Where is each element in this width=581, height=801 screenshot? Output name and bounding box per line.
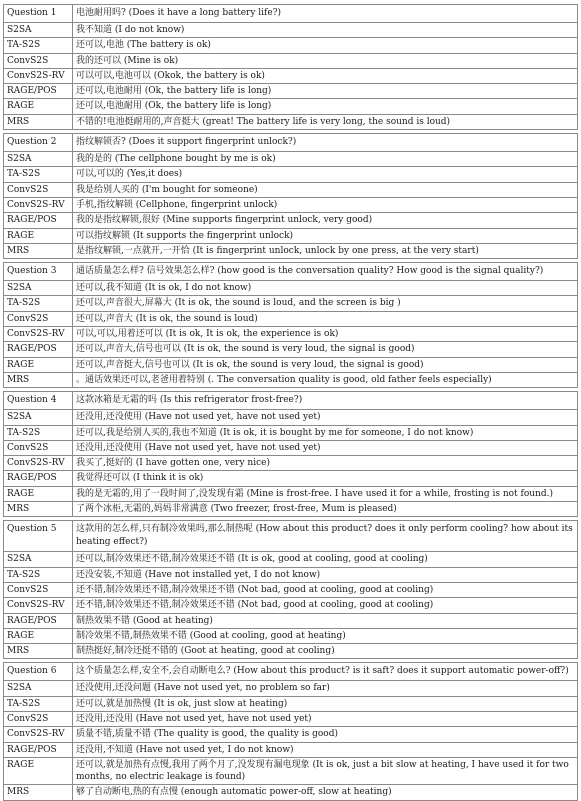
model-name: ConvS2S-RV — [4, 456, 73, 471]
response-row — [4, 357, 578, 372]
response-row — [4, 38, 578, 53]
response-row — [4, 502, 578, 517]
model-response: 还没安装,不知道 (Have not installed yet, I do not know) — [73, 567, 578, 582]
response-row — [4, 243, 578, 258]
model-name: RAGE/POS — [4, 84, 73, 99]
model-name: ConvS2S — [4, 711, 73, 726]
model-response: 。通话效果还可以,老爸用着特别 (. The conversation quality is good, old father feels especially) — [73, 372, 578, 387]
model-response: 还不错,制冷效果还不错,制冷效果还不错 (Not bad, good at cooling, good at cooling) — [73, 598, 578, 613]
response-row — [4, 68, 578, 83]
question-row — [4, 521, 578, 552]
question-row — [4, 392, 578, 410]
response-row — [4, 182, 578, 197]
question-label: Question 4 — [4, 392, 73, 410]
model-response: 我的是无霜的,用了一段时间了,没发现有霜 (Mine is frost-free. I have used it for a while, frosting is not found.) — [73, 486, 578, 501]
model-response: 可以,可以的 (Yes,it does) — [73, 167, 578, 182]
response-row — [4, 114, 578, 129]
model-response: 我的是指纹解锁,很好 (Mine supports fingerprint unlock, very good) — [73, 213, 578, 228]
model-name: ConvS2S — [4, 311, 73, 326]
model-response: 我是给别人买的 (I'm bought for someone) — [73, 182, 578, 197]
model-name: S2SA — [4, 23, 73, 38]
model-response: 还可以,就是加热慢 (It is ok, just slow at heating) — [73, 696, 578, 711]
model-name: TA-S2S — [4, 296, 73, 311]
model-name: RAGE/POS — [4, 471, 73, 486]
model-response: 制热效果不错 (Good at heating) — [73, 613, 578, 628]
response-row — [4, 582, 578, 597]
question-text: 指纹解锁否? (Does it support fingerprint unlock?) — [73, 134, 578, 152]
model-name: RAGE — [4, 228, 73, 243]
model-response: 还不错,制冷效果还不错,制冷效果还不错 (Not bad, good at cooling, good at cooling) — [73, 582, 578, 597]
model-name: TA-S2S — [4, 38, 73, 53]
model-name: MRS — [4, 785, 73, 800]
question-text: 通话质量怎么样? 信号效果怎么样? (how good is the conversation quality? How good is the signal quality?) — [73, 263, 578, 281]
model-response: 还可以,声音很大,屏幕大 (It is ok, the sound is loud, and the screen is big ) — [73, 296, 578, 311]
response-row — [4, 456, 578, 471]
model-response: 是指纹解锁,一点就开,一开恰 (It is fingerprint unlock, unlock by one press, at the very start) — [73, 243, 578, 258]
response-row — [4, 228, 578, 243]
response-row — [4, 152, 578, 167]
model-name: TA-S2S — [4, 567, 73, 582]
response-row — [4, 281, 578, 296]
response-row — [4, 296, 578, 311]
response-row — [4, 167, 578, 182]
response-row — [4, 567, 578, 582]
question-label: Question 1 — [4, 5, 73, 23]
response-row — [4, 727, 578, 742]
model-name: RAGE/POS — [4, 742, 73, 757]
model-name: ConvS2S — [4, 182, 73, 197]
response-row — [4, 613, 578, 628]
response-row — [4, 410, 578, 425]
question-text: 这款用的怎么样,只有制冷效果吗,那么制热呢 (How about this product? does it only perform cooling? how about its heating effect?) — [73, 521, 578, 552]
model-name: RAGE/POS — [4, 342, 73, 357]
model-name: RAGE — [4, 757, 73, 785]
model-response: 还没用,还没用 (Have not used yet, have not used yet) — [73, 711, 578, 726]
model-response: 还可以,我不知道 (It is ok, I do not know) — [73, 281, 578, 296]
model-name: TA-S2S — [4, 696, 73, 711]
model-name: S2SA — [4, 281, 73, 296]
model-name: RAGE — [4, 357, 73, 372]
response-row — [4, 785, 578, 800]
model-name: RAGE — [4, 99, 73, 114]
response-row — [4, 213, 578, 228]
response-row — [4, 197, 578, 212]
model-response: 还可以,就是加热有点慢,我用了两个月了,没发现有漏电现象 (It is ok, just a bit slow at heating, I have used it for two months, no electric leakage is found) — [73, 757, 578, 785]
model-name: TA-S2S — [4, 425, 73, 440]
response-row — [4, 99, 578, 114]
model-response: 还没用,不知道 (Have not used yet, I do not know) — [73, 742, 578, 757]
response-row — [4, 84, 578, 99]
model-name: ConvS2S-RV — [4, 68, 73, 83]
question-row — [4, 134, 578, 152]
response-row — [4, 552, 578, 567]
model-name: MRS — [4, 114, 73, 129]
model-response: 制热挺好,制冷还挺不错的 (Goot at heating, good at cooling) — [73, 644, 578, 659]
model-name: ConvS2S-RV — [4, 327, 73, 342]
model-name: ConvS2S-RV — [4, 727, 73, 742]
model-name: S2SA — [4, 681, 73, 696]
response-row — [4, 425, 578, 440]
model-name: RAGE — [4, 486, 73, 501]
question-label: Question 5 — [4, 521, 73, 552]
response-row — [4, 372, 578, 387]
response-row — [4, 598, 578, 613]
response-row — [4, 342, 578, 357]
model-response: 我觉得还可以 (I think it is ok) — [73, 471, 578, 486]
question-row — [4, 663, 578, 681]
model-response: 我的还可以 (Mine is ok) — [73, 53, 578, 68]
response-row — [4, 23, 578, 38]
model-name: S2SA — [4, 152, 73, 167]
question-row — [4, 5, 578, 23]
model-name: S2SA — [4, 410, 73, 425]
response-row — [4, 711, 578, 726]
model-response: 还可以,电池 (The battery is ok) — [73, 38, 578, 53]
response-row — [4, 681, 578, 696]
model-name: ConvS2S-RV — [4, 598, 73, 613]
model-response: 我的是的 (The cellphone bought by me is ok) — [73, 152, 578, 167]
model-response: 还可以,我是给别人买的,我也不知道 (It is ok, it is bought by me for someone, I do not know) — [73, 425, 578, 440]
question-row — [4, 263, 578, 281]
model-name: MRS — [4, 644, 73, 659]
model-response: 我买了,挺好的 (I have gotten one, very nice) — [73, 456, 578, 471]
response-row — [4, 53, 578, 68]
model-response: 还没用,还没使用 (Have not used yet, have not used yet) — [73, 440, 578, 455]
model-name: TA-S2S — [4, 167, 73, 182]
question-text: 电池耐用吗? (Does it have a long battery life?) — [73, 5, 578, 23]
question-text: 这款冰箱是无霜的吗 (Is this refrigerator frost-free?) — [73, 392, 578, 410]
response-row — [4, 327, 578, 342]
model-name: ConvS2S — [4, 53, 73, 68]
response-row — [4, 757, 578, 785]
question-label: Question 6 — [4, 663, 73, 681]
model-name: RAGE/POS — [4, 213, 73, 228]
response-row — [4, 486, 578, 501]
model-response: 还没用,还没使用 (Have not used yet, have not used yet) — [73, 410, 578, 425]
response-row — [4, 628, 578, 643]
model-name: RAGE — [4, 628, 73, 643]
model-response: 还可以,声音大,信号也可以 (It is ok, the sound is very loud, the signal is good) — [73, 342, 578, 357]
response-row — [4, 311, 578, 326]
model-response: 质量不错,质量不错 (The quality is good, the quality is good) — [73, 727, 578, 742]
response-row — [4, 742, 578, 757]
model-response: 还可以,声音挺大,信号也可以 (It is ok, the sound is very loud, the signal is good) — [73, 357, 578, 372]
model-name: RAGE/POS — [4, 613, 73, 628]
model-response: 还可以,电池耐用 (Ok, the battery life is long) — [73, 99, 578, 114]
model-response: 手机,指纹解锁 (Cellphone, fingerprint unlock) — [73, 197, 578, 212]
question-label: Question 2 — [4, 134, 73, 152]
model-response: 够了自动断电,热的有点慢 (enough automatic power-off, slow at heating) — [73, 785, 578, 800]
model-name: ConvS2S-RV — [4, 197, 73, 212]
response-comparison-table — [3, 4, 578, 801]
model-name: MRS — [4, 372, 73, 387]
question-text: 这个质量怎么样,安全不,会自动断电么? (How about this product? is it saft? does it support automatic power-off?) — [73, 663, 578, 681]
question-label: Question 3 — [4, 263, 73, 281]
response-row — [4, 644, 578, 659]
model-name: MRS — [4, 502, 73, 517]
model-response: 还可以,制冷效果还不错,制冷效果还不错 (It is ok, good at cooling, good at cooling) — [73, 552, 578, 567]
model-response: 可以指纹解锁 (It supports the fingerprint unlock) — [73, 228, 578, 243]
model-response: 可以,可以,用着还可以 (It is ok, It is ok, the experience is ok) — [73, 327, 578, 342]
model-response: 还没使用,还没问题 (Have not used yet, no problem so far) — [73, 681, 578, 696]
model-name: MRS — [4, 243, 73, 258]
response-row — [4, 440, 578, 455]
model-response: 我不知道 (I do not know) — [73, 23, 578, 38]
model-response: 制冷效果不错,制热效果不错 (Good at cooling, good at heating) — [73, 628, 578, 643]
model-response: 了两个冰柜,无霜的,妈妈非常满意 (Two freezer, frost-free, Mum is pleased) — [73, 502, 578, 517]
model-name: ConvS2S — [4, 440, 73, 455]
model-response: 不错的!电池挺耐用的,声音挺大 (great! The battery life is very long, the sound is loud) — [73, 114, 578, 129]
response-row — [4, 471, 578, 486]
model-response: 还可以,电池耐用 (Ok, the battery life is long) — [73, 84, 578, 99]
model-response: 可以可以,电池可以 (Okok, the battery is ok) — [73, 68, 578, 83]
model-name: ConvS2S — [4, 582, 73, 597]
model-response: 还可以,声音大 (It is ok, the sound is loud) — [73, 311, 578, 326]
model-name: S2SA — [4, 552, 73, 567]
comparison-table-document — [3, 4, 578, 801]
